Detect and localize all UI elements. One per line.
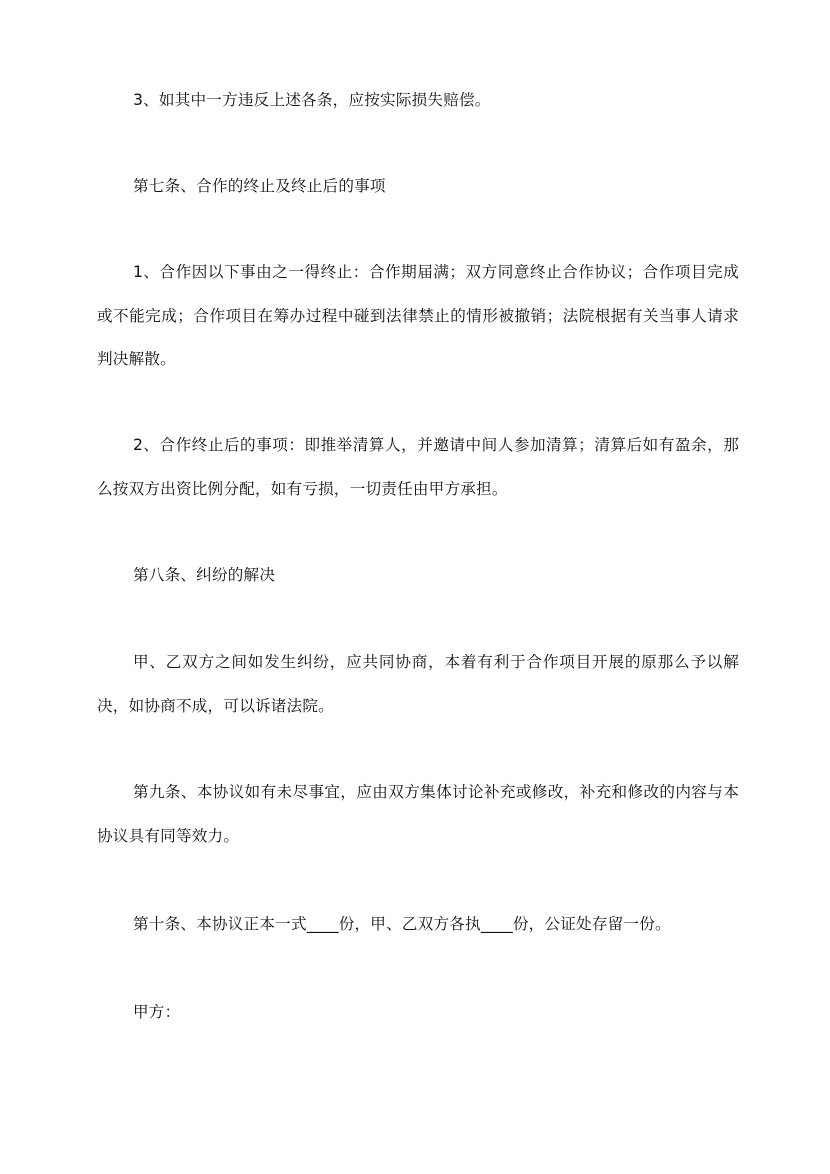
paragraph-clause-7-item-1: 1、合作因以下事由之一得终止：合作期届满；双方同意终止合作协议；合作项目完成或不能完成；合作项目在筹办过程中碰到法律禁止的情形被撤销；法院根据有关当事人请求判决解散。 [97, 263, 739, 368]
party-a-signature-label: 甲方： [133, 1003, 181, 1021]
paragraph-clause-7-item-2: 2、合作终止后的事项：即推举清算人，并邀请中间人参加清算；清算后如有盈余，那么按双方出资比例分配，如有亏损，一切责任由甲方承担。 [97, 436, 739, 498]
paragraph-clause-9: 第九条、本协议如有未尽事宜，应由双方集体讨论补充或修改，补充和修改的内容与本协议具有同等效力。 [97, 783, 739, 845]
heading-clause-7: 第七条、合作的终止及终止后的事项 [133, 177, 386, 195]
heading-clause-8: 第八条、纠纷的解决 [133, 566, 276, 584]
paragraph-clause-8: 甲、乙双方之间如发生纠纷，应共同协商，本着有利于合作项目开展的原那么予以解决，如协商不成，可以诉诸法院。 [97, 653, 739, 715]
paragraph-clause-6-item-3: 3、如其中一方违反上述各条，应按实际损失赔偿。 [133, 91, 491, 109]
paragraph-clause-10: 第十条、本协议正本一式____份，甲、乙双方各执____份，公证处存留一份。 [133, 915, 671, 933]
